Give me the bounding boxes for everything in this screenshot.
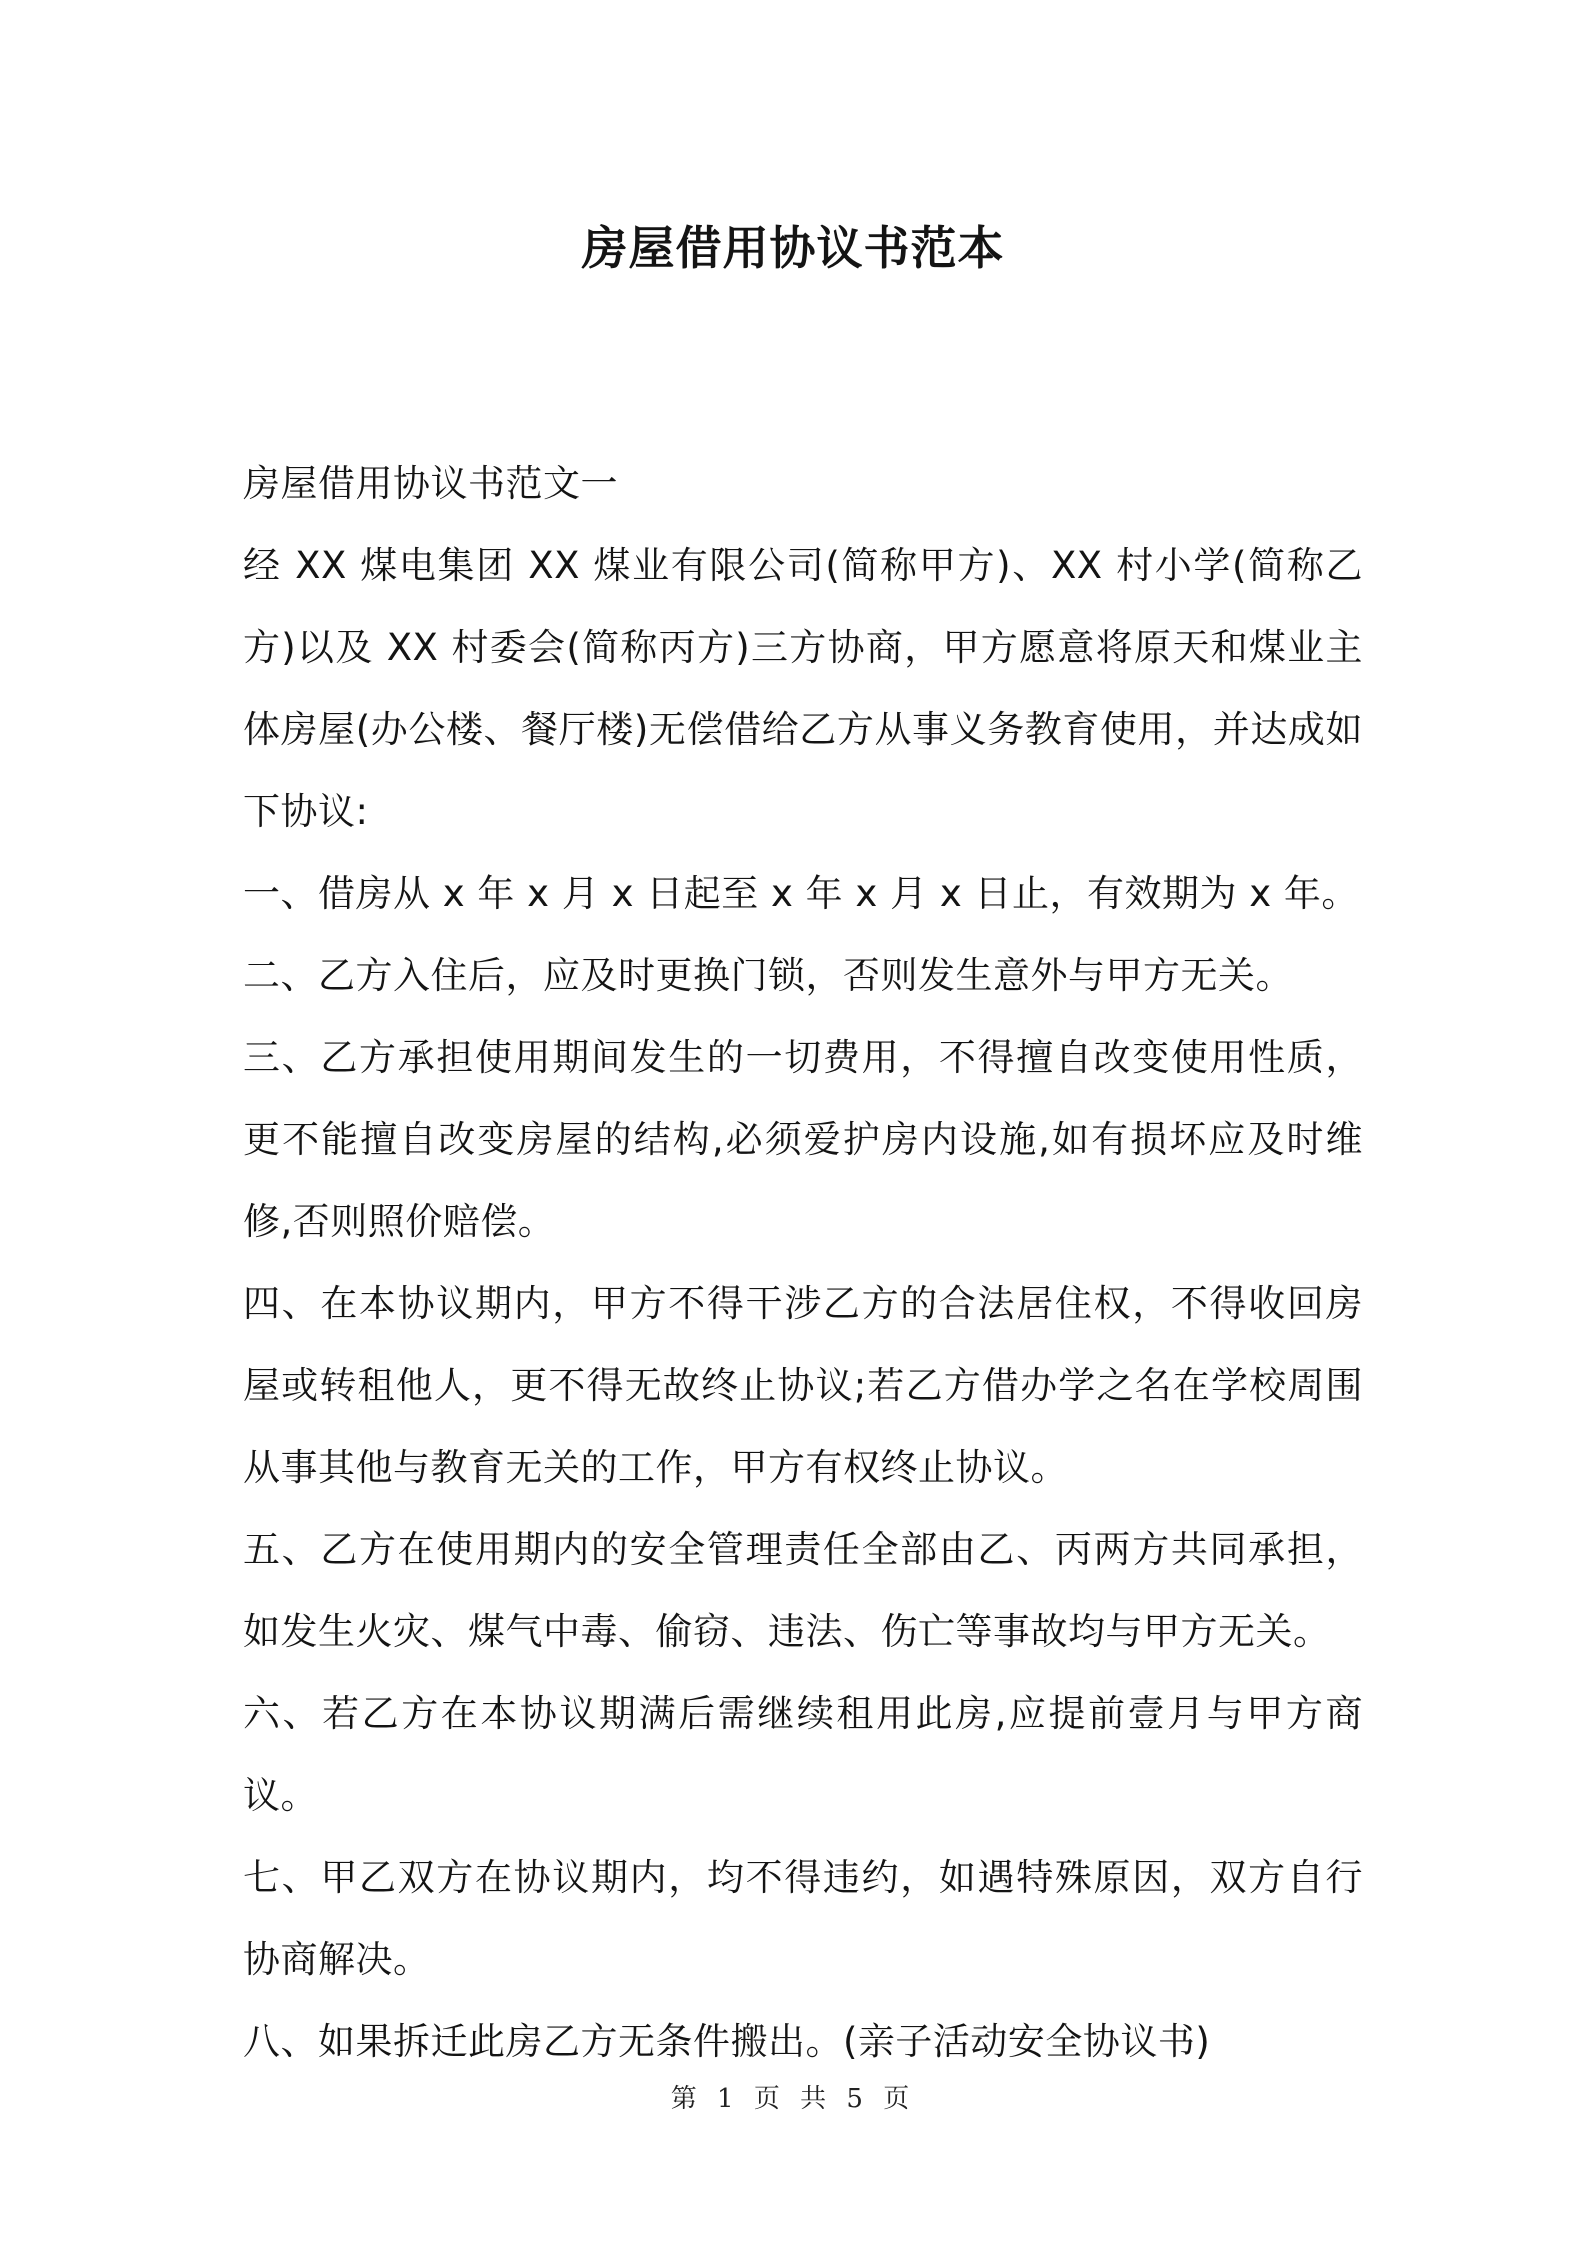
- document-body: [243, 443, 1363, 2083]
- intro-paragraph: 经 XX 煤电集团 XX 煤业有限公司(简称甲方)、XX 村小学(简称乙方)以及 XX 村委会(简称丙方)三方协商，甲方愿意将原天和煤业主体房屋(办公楼、餐厅楼)无偿借给乙方从事义务教育使用，并达成如下协议:: [243, 544, 1363, 833]
- clause-3: 三、乙方承担使用期间发生的一切费用，不得擅自改变使用性质，更不能擅自改变房屋的结构,必须爱护房内设施,如有损坏应及时维修,否则照价赔偿。: [243, 1036, 1363, 1243]
- page-number-footer: 第 1 页 共 5 页: [670, 2084, 916, 2114]
- clause-7: 七、甲乙双方在协议期内，均不得违约，如遇特殊原因，双方自行协商解决。: [243, 1856, 1363, 1981]
- section-heading: 房屋借用协议书范文一: [243, 462, 618, 505]
- clause-1: 一、借房从 x 年 x 月 x 日起至 x 年 x 月 x 日止，有效期为 x 年。: [243, 872, 1359, 915]
- document-title: 房屋借用协议书范本: [581, 221, 1005, 275]
- clause-2: 二、乙方入住后，应及时更换门锁，否则发生意外与甲方无关。: [243, 954, 1293, 997]
- clause-6: 六、若乙方在本协议期满后需继续租用此房,应提前壹月与甲方商议。: [243, 1692, 1363, 1817]
- clause-8: 八、如果拆迁此房乙方无条件搬出。(亲子活动安全协议书): [243, 2020, 1211, 2063]
- clause-4: 四、在本协议期内，甲方不得干涉乙方的合法居住权，不得收回房屋或转租他人，更不得无故终止协议;若乙方借办学之名在学校周围从事其他与教育无关的工作，甲方有权终止协议。: [243, 1282, 1363, 1489]
- clause-5: 五、乙方在使用期内的安全管理责任全部由乙、丙两方共同承担，如发生火灾、煤气中毒、偷窃、违法、伤亡等事故均与甲方无关。: [243, 1528, 1363, 1653]
